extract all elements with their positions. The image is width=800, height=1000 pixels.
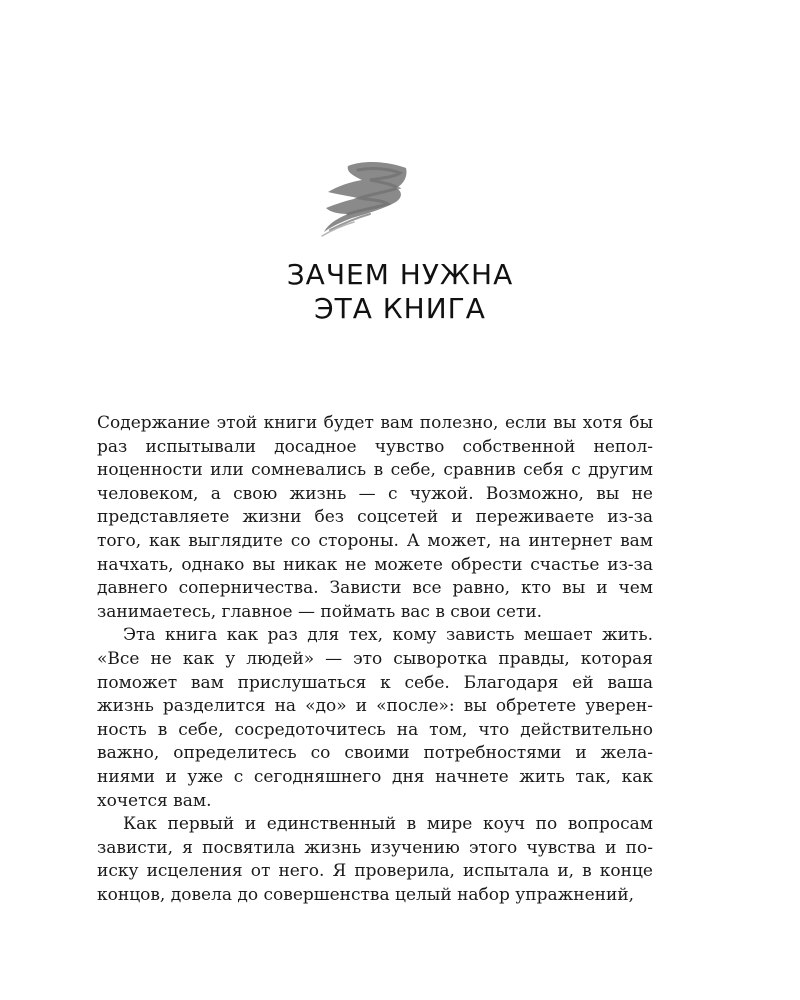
chapter-title [0,258,800,326]
paragraph-3: Как первый и единственный в мире коуч по вопросам зависти, я посвятила жизнь изучению этого чувства и поиску исцеления от него. Я проверила, испытала и, в конце концов, довела до совершенства целый набор упражнений, [97,814,653,905]
brush-stroke-icon [318,158,414,238]
paragraph-1: Содержание этой книги будет вам полезно, если вы хотя бы раз испытывали досадное чувство собственной неполноценности или сомневались в себе, сравнив себя с другим человеком, а свою жизнь — с чужой. Возможно, вы не представляете жизни без соцсетей и переживаете из-за того, как выглядите со стороны. А может, на интернет вам начхать, однако вы никак не можете обрести счастье из-за давнего соперничества. Зависти все равно, кто вы и чем занимаетесь, главное — поймать вас в свои сети. [97,413,653,622]
paragraph-2: Эта книга как раз для тех, кому зависть мешает жить. «Все не как у людей» — это сыворотка правды, которая поможет вам прислушаться к себе. Благодаря ей ваша жизнь разделится на «до» и «после»: вы обретете уверенность в себе, сосредоточитесь на том, что действительно важно, определитесь со своими потребностями и желаниями и уже с сегодняшнего дня начнете жить так, как хочется вам. [97,625,653,811]
chapter-title-line-2: ЭТА КНИГА [314,292,486,325]
chapter-title-line-1: ЗАЧЕМ НУЖНА [286,258,514,291]
chapter-body [97,412,653,907]
